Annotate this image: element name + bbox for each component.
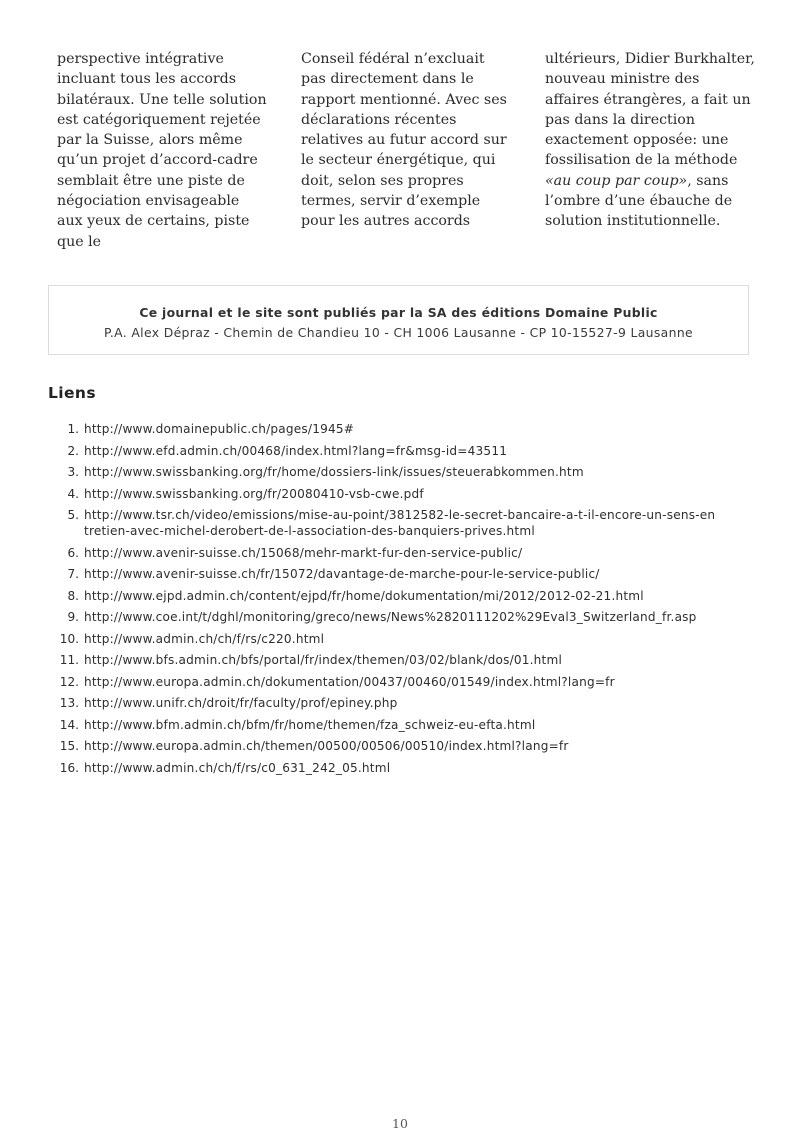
- link-item: [40, 507, 760, 539]
- publisher-address: P.A. Alex Dépraz - Chemin de Chandieu 10 - CH 1006 Lausanne - CP 10-15527-9 Lausanne: [103, 325, 693, 340]
- link-number: 1.: [67, 422, 79, 436]
- link-item: [40, 631, 760, 647]
- column-3-text-end: , sans l’ombre d’une ébauche de solution institutionnelle.: [545, 172, 733, 230]
- column-1-text: perspective intégrative incluant tous les accords bilatéraux. Une telle solution est catégoriquement rejetée par la Suisse, alors même qu’un projet d’accord-cadre semblait être une piste de négociation envisageable aux yeux de certains, piste que le: [57, 51, 267, 250]
- column-3-text-start: ultérieurs, Didier Burkhalter, nouveau ministre des affaires étrangères, a fait un pas dans la direction exactement opposée: une fossilisation de la méthode: [545, 51, 755, 169]
- link-item: [40, 545, 760, 561]
- link-item: [40, 464, 760, 480]
- link-url[interactable]: http://www.europa.admin.ch/dokumentation/00437/00460/01549/index.html?lang=fr: [84, 674, 615, 689]
- link-number: 4.: [67, 486, 79, 501]
- article-column-1: [57, 49, 269, 252]
- link-item: [40, 695, 760, 711]
- column-2-text: Conseil fédéral n’excluait pas directement dans le rapport mentionné. Avec ses déclarations récentes relatives au futur accord sur le secteur énergétique, qui doit, selon ses propres termes, servir d’exemple pour les autres accords: [301, 51, 507, 230]
- column-3-text: [545, 49, 757, 232]
- link-item: [40, 738, 760, 754]
- publisher-box: [48, 285, 749, 355]
- link-url[interactable]: http://www.domainepublic.ch/pages/1945#: [84, 422, 355, 436]
- link-url[interactable]: http://www.admin.ch/ch/f/rs/c0_631_242_05.html: [84, 760, 391, 775]
- column-3-emphasis: «au coup par coup»: [545, 172, 688, 189]
- link-number: 12.: [59, 674, 79, 689]
- link-item: [40, 443, 760, 459]
- link-url[interactable]: http://www.tsr.ch/video/emissions/mise-au-point/3812582-le-secret-bancaire-a-t-il-encore-un-sens-entretien-avec-michel-derobert-de-l-association-des-banquiers-prives.html: [84, 508, 716, 538]
- publisher-title: Ce journal et le site sont publiés par la SA des éditions Domaine Public: [139, 305, 658, 320]
- link-number: 6.: [67, 545, 79, 560]
- article-column-3: [545, 49, 757, 252]
- links-heading: Liens: [48, 384, 96, 402]
- link-number: 2.: [67, 443, 79, 458]
- link-item: [40, 609, 760, 625]
- article-columns: [57, 49, 757, 252]
- link-url[interactable]: http://www.avenir-suisse.ch/fr/15072/davantage-de-marche-pour-le-service-public/: [84, 567, 600, 581]
- link-number: 15.: [59, 739, 79, 753]
- link-url[interactable]: http://www.ejpd.admin.ch/content/ejpd/fr/home/dokumentation/mi/2012/2012-02-21.html: [84, 588, 644, 603]
- link-item: [40, 566, 760, 582]
- link-item: [40, 674, 760, 690]
- article-column-2: [301, 49, 513, 252]
- link-number: 10.: [59, 631, 79, 646]
- link-number: 16.: [59, 760, 79, 775]
- link-url[interactable]: http://www.swissbanking.org/fr/20080410-vsb-cwe.pdf: [84, 486, 424, 501]
- link-number: 13.: [59, 696, 79, 710]
- link-item: [40, 486, 760, 502]
- link-number: 5.: [67, 508, 79, 522]
- link-number: 9.: [67, 610, 79, 624]
- link-url[interactable]: http://www.europa.admin.ch/themen/00500/00506/00510/index.html?lang=fr: [84, 739, 569, 753]
- link-number: 3.: [67, 465, 79, 479]
- link-number: 7.: [67, 567, 79, 581]
- link-url[interactable]: http://www.bfm.admin.ch/bfm/fr/home/themen/fza_schweiz-eu-efta.html: [84, 717, 536, 732]
- link-url[interactable]: http://www.admin.ch/ch/f/rs/c220.html: [84, 631, 325, 646]
- link-url[interactable]: http://www.unifr.ch/droit/fr/faculty/prof/epiney.php: [84, 696, 398, 710]
- link-number: 14.: [59, 717, 79, 732]
- link-item: [40, 421, 760, 437]
- link-url[interactable]: http://www.coe.int/t/dghl/monitoring/greco/news/News%2820111202%29Eval3_Switzerland_fr.asp: [84, 610, 697, 624]
- link-number: 8.: [67, 588, 79, 603]
- link-item: [40, 717, 760, 733]
- link-url[interactable]: http://www.swissbanking.org/fr/home/dossiers-link/issues/steuerabkommen.htm: [84, 465, 584, 479]
- link-number: 11.: [59, 653, 79, 667]
- link-url[interactable]: http://www.bfs.admin.ch/bfs/portal/fr/index/themen/03/02/blank/dos/01.html: [84, 653, 563, 667]
- link-item: [40, 760, 760, 776]
- link-url[interactable]: http://www.avenir-suisse.ch/15068/mehr-markt-fur-den-service-public/: [84, 545, 523, 560]
- links-list: [40, 421, 760, 781]
- link-url[interactable]: http://www.efd.admin.ch/00468/index.html?lang=fr&msg-id=43511: [84, 443, 508, 458]
- page-number: 10: [392, 1116, 408, 1131]
- link-item: [40, 588, 760, 604]
- link-item: [40, 652, 760, 668]
